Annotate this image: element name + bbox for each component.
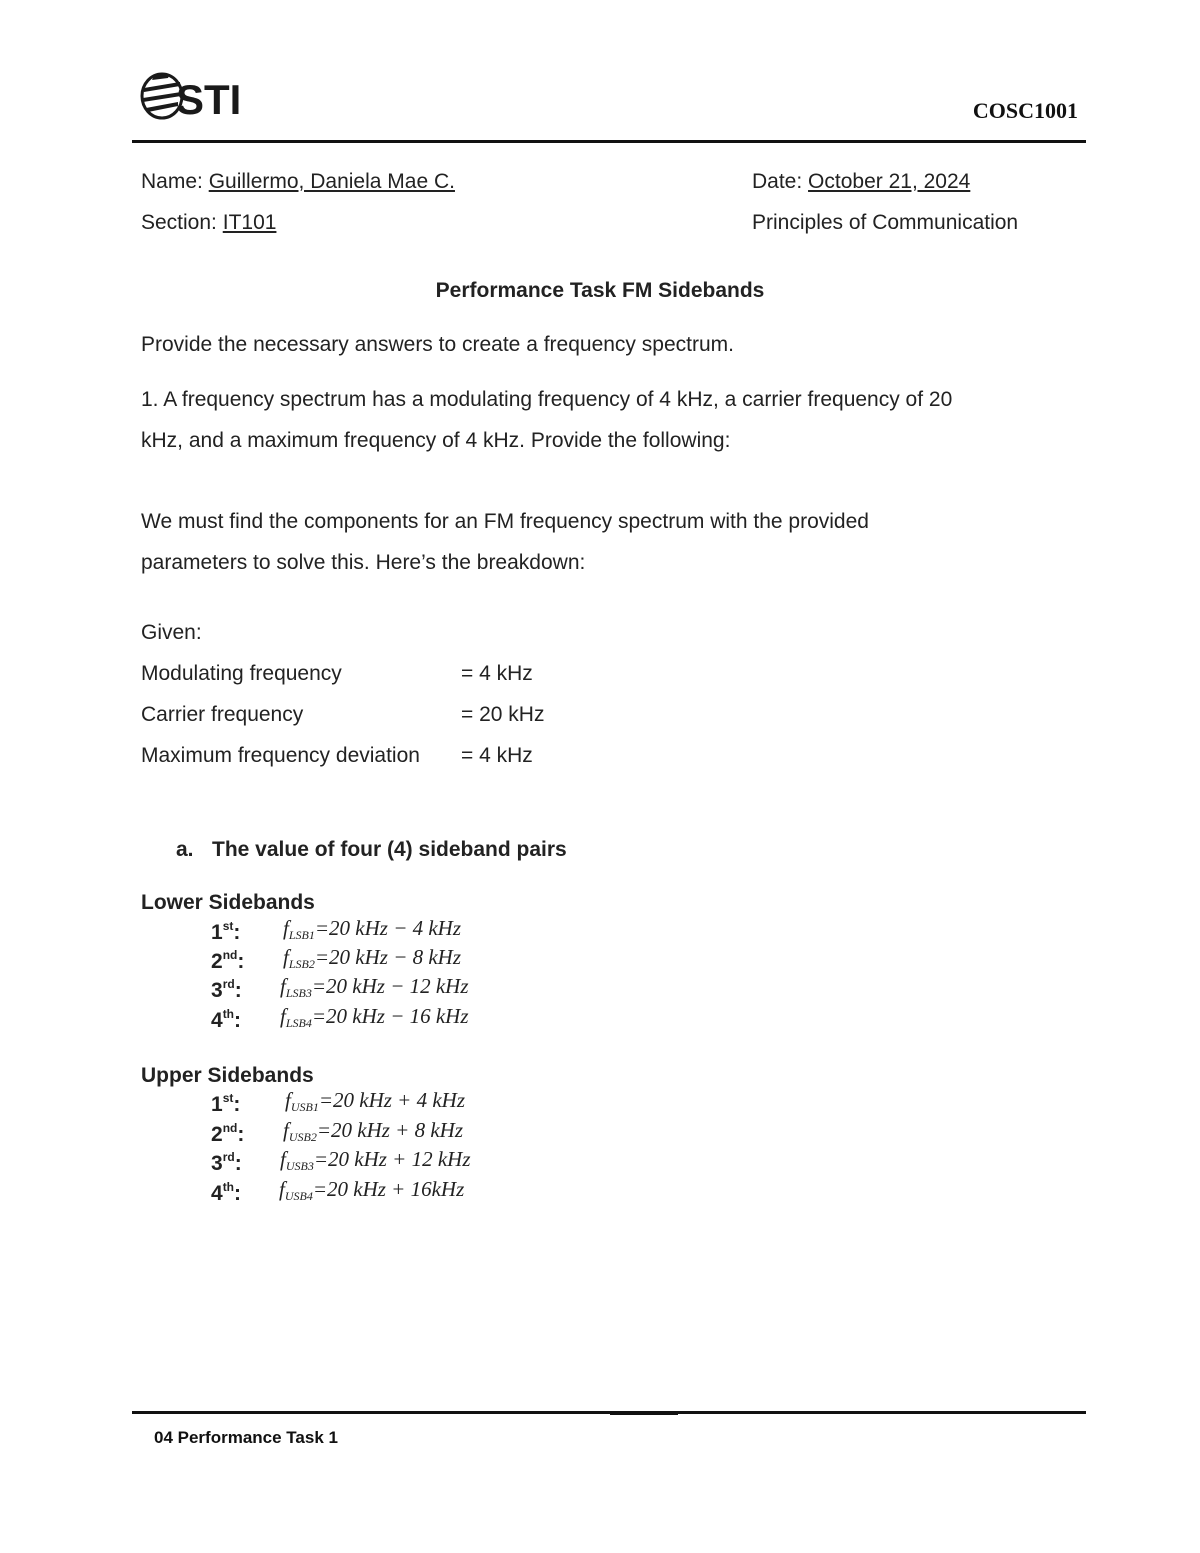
lsb-equation: $f_{LSB4}=20$ kHz − 16 kHz (280, 1004, 469, 1030)
logo-text: STI (176, 76, 242, 122)
globe-icon (140, 70, 250, 122)
given-item-name: Carrier frequency (141, 703, 304, 726)
usb-equation: $f_{USB4}=20$ kHz + 16kHz (279, 1177, 465, 1203)
given-item-value: = 20 kHz (461, 703, 545, 726)
footer-divider-accent (610, 1413, 678, 1415)
name-label: Name: (141, 170, 203, 193)
question-line-1: 1. A frequency spectrum has a modulating frequency of 4 kHz, a carrier frequency of 20 (141, 388, 953, 411)
date-field (752, 170, 970, 194)
usb-equation: $f_{USB3}=20$ kHz + 12 kHz (280, 1147, 471, 1173)
part-a-heading: The value of four (4) sideband pairs (212, 838, 567, 861)
lsb-equation: $f_{LSB3}=20$ kHz − 12 kHz (280, 974, 469, 1000)
given-item-name: Modulating frequency (141, 662, 342, 685)
subject: Principles of Communication (752, 211, 1019, 234)
footer-divider (132, 1411, 1086, 1414)
lsb-ordinal: 2nd: (211, 948, 245, 973)
explanation-line-1: We must find the components for an FM frequency spectrum with the provided (141, 510, 869, 533)
course-code: COSC1001 (972, 98, 1078, 123)
section-value: IT101 (222, 211, 277, 234)
given-label: Given: (141, 621, 202, 644)
usb-ordinal: 4th: (211, 1180, 242, 1205)
section-field (141, 211, 276, 235)
given-item-value: = 4 kHz (461, 744, 533, 767)
given-item-name: Maximum frequency deviation (141, 744, 420, 767)
sti-logo (140, 70, 250, 122)
footer-label: 04 Performance Task 1 (154, 1428, 338, 1447)
usb-ordinal: 3rd: (211, 1150, 242, 1175)
lsb-equation: $f_{LSB1}=20$ kHz − 4 kHz (283, 916, 462, 942)
lsb-equation: $f_{LSB2}=20$ kHz − 8 kHz (283, 945, 462, 971)
question-line-2: kHz, and a maximum frequency of 4 kHz. Provide the following: (141, 429, 731, 452)
name-field (141, 170, 455, 194)
given-item-value: = 4 kHz (461, 662, 533, 685)
page-title: Performance Task FM Sidebands (435, 279, 765, 302)
date-value: October 21, 2024 (808, 170, 971, 193)
instruction: Provide the necessary answers to create a frequency spectrum. (141, 333, 734, 356)
lsb-ordinal: 4th: (211, 1007, 242, 1032)
usb-equation: $f_{USB2}=20$ kHz + 8 kHz (283, 1118, 464, 1144)
usb-ordinal: 2nd: (211, 1121, 245, 1146)
upper-sidebands-heading: Upper Sidebands (141, 1064, 314, 1087)
header-divider (132, 140, 1086, 143)
lower-sidebands-heading: Lower Sidebands (141, 891, 315, 914)
usb-equation: $f_{USB1}=20$ kHz + 4 kHz (285, 1088, 466, 1114)
date-label: Date: (752, 170, 803, 193)
explanation-line-2: parameters to solve this. Here’s the breakdown: (141, 551, 586, 574)
usb-ordinal: 1st: (211, 1091, 241, 1116)
part-a-marker: a. (176, 838, 194, 861)
lsb-ordinal: 1st: (211, 919, 241, 944)
lsb-ordinal: 3rd: (211, 977, 242, 1002)
section-label: Section: (141, 211, 217, 234)
name-value: Guillermo, Daniela Mae C. (208, 170, 455, 193)
